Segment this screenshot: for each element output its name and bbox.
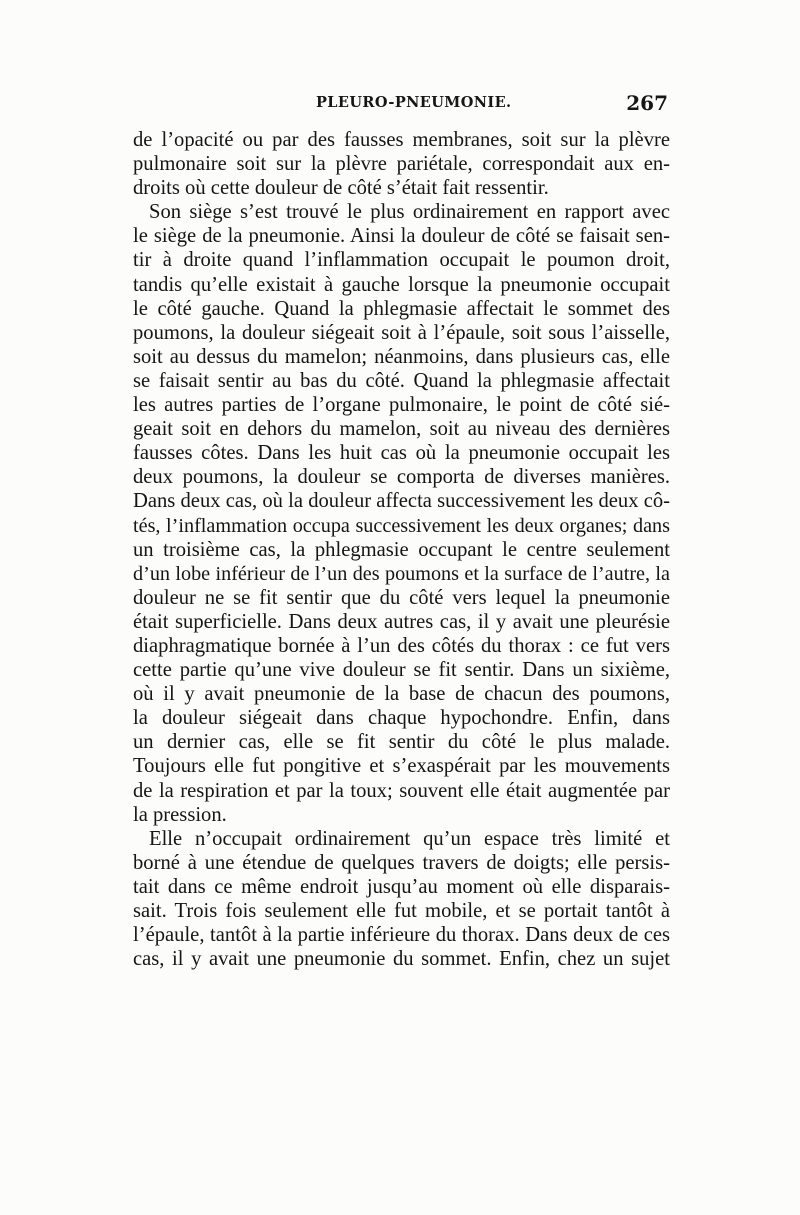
- text-line: poumons, la douleur siégeait soit à l’épaule, soit sous l’aisselle,: [133, 321, 670, 344]
- text-line: Dans deux cas, où la douleur affecta successivement les deux cô-: [133, 490, 670, 513]
- page-number: 267: [626, 91, 668, 115]
- text-line: tir à droite quand l’inflammation occupait le poumon droit,: [133, 249, 670, 272]
- text-line: était superficielle. Dans deux autres cas, il y avait une pleurésie: [133, 610, 670, 633]
- text-line: tés, l’inflammation occupa successivement les deux organes; dans: [133, 514, 670, 537]
- paragraph-first-line: Elle n’occupait ordinairement qu’un espace très limité et: [149, 827, 670, 850]
- text-line: se faisait sentir au bas du côté. Quand la phlegmasie affectait: [133, 369, 670, 392]
- text-line: soit au dessus du mamelon; néanmoins, dans plusieurs cas, elle: [133, 345, 670, 368]
- text-line: l’épaule, tantôt à la partie inférieure du thorax. Dans deux de ces: [133, 924, 670, 947]
- text-line: la pression.: [133, 803, 227, 826]
- text-line: les autres parties de l’organe pulmonaire, le point de côté sié-: [133, 394, 670, 417]
- text-line: sait. Trois fois seulement elle fut mobile, et se portait tantôt à: [133, 900, 670, 922]
- text-line: de l’opacité ou par des fausses membranes, soit sur la plèvre: [133, 129, 670, 151]
- text-line: deux poumons, la douleur se comporta de diverses manières.: [133, 466, 670, 489]
- text-line: le siège de la pneumonie. Ainsi la douleur de côté se faisait sen-: [133, 225, 670, 248]
- text-line: tait dans ce même endroit jusqu’au moment où elle disparais-: [133, 875, 670, 898]
- text-line: droits où cette douleur de côté s’était fait ressentir.: [133, 177, 549, 200]
- text-line: tandis qu’elle existait à gauche lorsque la pneumonie occupait: [133, 273, 670, 296]
- text-line: Toujours elle fut pongitive et s’exaspérait par les mouvements: [133, 755, 670, 778]
- text-line: d’un lobe inférieur de l’un des poumons et la surface de l’autre, la: [133, 562, 670, 585]
- running-title: PLEURO-PNEUMONIE.: [316, 94, 512, 111]
- text-line: fausses côtes. Dans les huit cas où la pneumonie occupait les: [133, 442, 670, 465]
- text-line: un troisième cas, la phlegmasie occupant le centre seulement: [133, 538, 670, 561]
- text-line: geait soit en dehors du mamelon, soit au niveau des dernières: [133, 418, 670, 441]
- text-line: pulmonaire soit sur la plèvre pariétale, correspondait aux en-: [133, 153, 670, 176]
- text-line: un dernier cas, elle se fit sentir du côté le plus malade.: [133, 731, 670, 754]
- text-line: le côté gauche. Quand la phlegmasie affectait le sommet des: [133, 297, 670, 320]
- text-line: où il y avait pneumonie de la base de chacun des poumons,: [133, 683, 670, 706]
- text-line: la douleur siégeait dans chaque hypochondre. Enfin, dans: [133, 707, 670, 730]
- running-head: [133, 92, 668, 120]
- text-line: diaphragmatique bornée à l’un des côtés du thorax : ce fut vers: [133, 634, 670, 657]
- body-text: [133, 128, 670, 971]
- text-line: de la respiration et par la toux; souvent elle était augmentée par: [133, 779, 670, 802]
- text-line: cette partie qu’une vive douleur se fit sentir. Dans un sixième,: [133, 659, 670, 682]
- text-line: cas, il y avait une pneumonie du sommet. Enfin, chez un sujet: [133, 948, 670, 971]
- text-line: douleur ne se fit sentir que du côté vers lequel la pneumonie: [133, 586, 670, 609]
- text-line: borné à une étendue de quelques travers de doigts; elle persis-: [133, 851, 670, 874]
- paragraph-first-line: Son siège s’est trouvé le plus ordinairement en rapport avec: [149, 201, 670, 224]
